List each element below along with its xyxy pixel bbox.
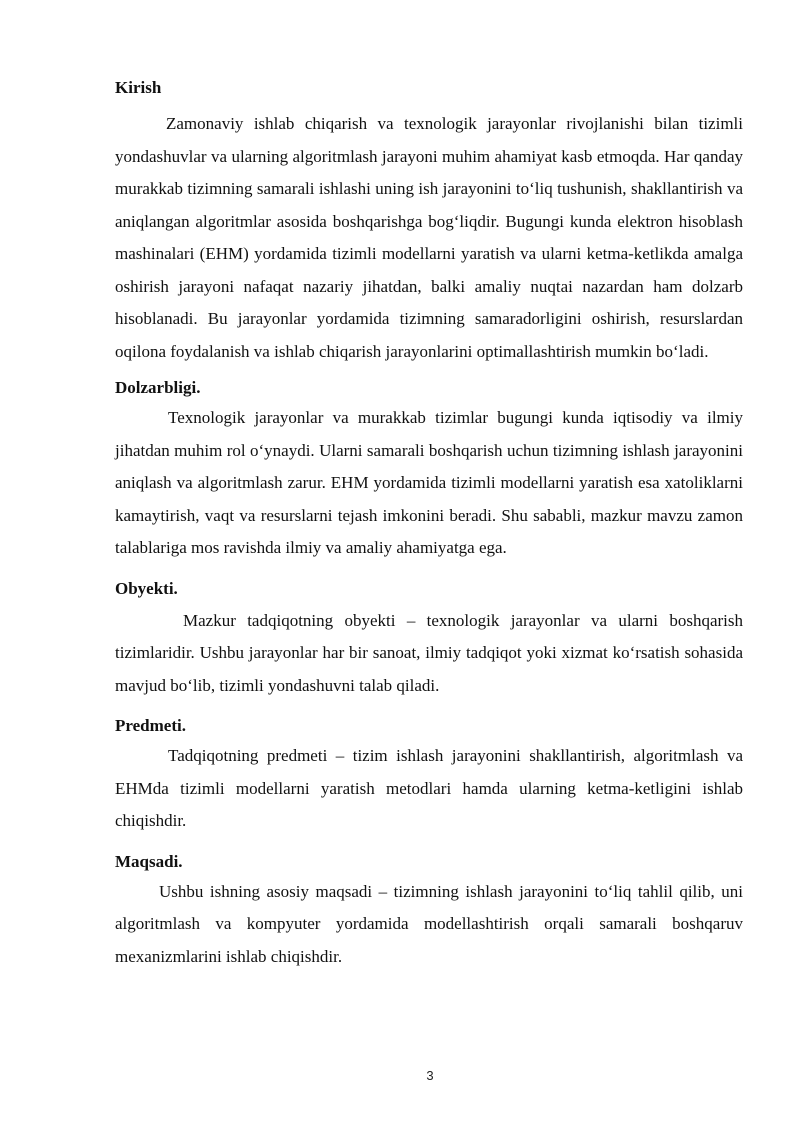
section-paragraph-kirish: Zamonaviy ishlab chiqarish va texnologik jarayonlar rivojlanishi bilan tizimli yondashuvlar va ularning algoritmlash jarayoni muhim ahamiyat kasb etmoqda. Har qanday murakkab tizimning samarali ishlashi uning ish jarayonini to‘liq tushunish, shakllantirish va aniqlangan algoritmlar asosida boshqarishga bog‘liqdir. Bugungi kunda elektron hisoblash mashinalari (EHM) yordamida tizimli modellarni yaratish va ularni ketma-ketlikda amalga oshirish jarayoni nafaqat nazariy jihatdan, balki amaliy nuqtai nazardan ham dolzarb hisoblanadi. Bu jarayonlar yordamida tizimning samaradorligini oshirish, resurslardan oqilona foydalanish va ishlab chiqarish jarayonlarini optimallashtirish mumkin bo‘ladi. (115, 114, 743, 361)
section-paragraph-maqsadi: Ushbu ishning asosiy maqsadi – tizimning ishlash jarayonini to‘liq tahlil qilib, uni algoritmlash va kompyuter yordamida modellashtirish orqali samarali boshqaruv mexanizmlarini ishlab chiqishdir. (115, 881, 743, 966)
document-page (115, 76, 743, 973)
section-heading-dolzarbligi: Dolzarbligi. (115, 378, 201, 397)
section-heading-predmeti: Predmeti. (115, 716, 186, 735)
section-heading-obyekti: Obyekti. (115, 578, 178, 598)
section-heading-maqsadi: Maqsadi. (115, 851, 183, 871)
section-paragraph-obyekti: Mazkur tadqiqotning obyekti – texnologik jarayonlar va ularni boshqarish tizimlaridir. Ushbu jarayonlar har bir sanoat, ilmiy tadqiqot yoki xizmat ko‘rsatish sohasida mavjud bo‘lib, tizimli yondashuvni talab qiladi. (115, 610, 743, 695)
section-paragraph-dolzarbligi: Texnologik jarayonlar va murakkab tizimlar bugungi kunda iqtisodiy va ilmiy jihatdan muhim rol o‘ynaydi. Ularni samarali boshqarish uchun tizimning ishlash jarayonini aniqlash va algoritmlash zarur. EHM yordamida tizimli modellarni yaratish esa xatoliklarni kamaytirish, vaqt va resurslarni tejash imkonini beradi. Shu sababli, mazkur mavzu zamon talablariga mos ravishda ilmiy va amaliy ahamiyatga ega. (115, 408, 743, 557)
section-paragraph-predmeti: Tadqiqotning predmeti – tizim ishlash jarayonini shakllantirish, algoritmlash va EHMda tizimli modellarni yaratish metodlari hamda ularning ketma-ketligini ishlab chiqishdir. (115, 746, 743, 830)
section-heading-kirish: Kirish (115, 78, 162, 97)
page-number: 3 (426, 1068, 434, 1083)
